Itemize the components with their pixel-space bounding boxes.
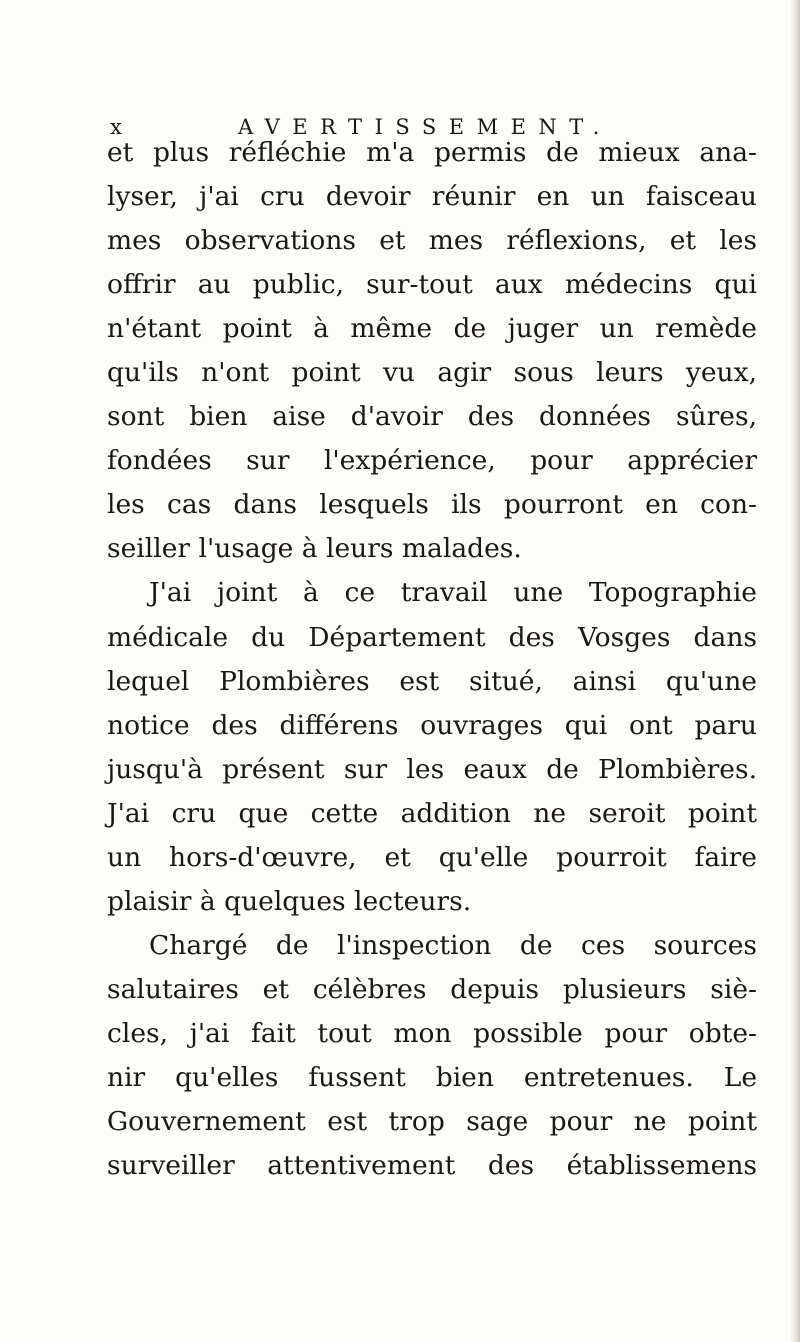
text-line: un hors-d'œuvre, et qu'elle pourroit faire <box>107 841 757 873</box>
text-line: nir qu'elles fussent bien entretenues. Le <box>107 1061 757 1093</box>
text-line: et plus réfléchie m'a permis de mieux ana- <box>107 137 757 168</box>
text-line: jusqu'à présent sur les eaux de Plombières. <box>107 753 757 785</box>
text-line: qu'ils n'ont point vu agir sous leurs yeux, <box>107 357 757 389</box>
text-line: J'ai cru que cette addition ne seroit point <box>107 797 757 829</box>
text-line: salutaires et célèbres depuis plusieurs siè- <box>107 973 757 1005</box>
text-line: lequel Plombières est situé, ainsi qu'une <box>107 665 757 697</box>
text-line: lyser, j'ai cru devoir réunir en un faisceau <box>107 181 757 213</box>
running-title: AVERTISSEMENT. <box>238 115 612 139</box>
page-number: x <box>110 115 122 139</box>
body-text <box>107 131 757 1188</box>
paragraph-start-line: Chargé de l'inspection de ces sources <box>149 929 757 961</box>
text-line: notice des différens ouvrages qui ont paru <box>107 709 757 741</box>
paragraph-start-line: J'ai joint à ce travail une Topographie <box>149 577 757 609</box>
text-line: Gouvernement est trop sage pour ne point <box>107 1106 757 1138</box>
text-line: surveiller attentivement des établissemens <box>107 1150 757 1182</box>
text-line: sont bien aise d'avoir des données sûres, <box>107 401 757 433</box>
text-line: cles, j'ai fait tout mon possible pour obte- <box>107 1017 757 1049</box>
page-edge-shadow <box>790 0 800 1342</box>
paragraph-end-line: seiller l'usage à leurs malades. <box>107 533 522 565</box>
text-line: fondées sur l'expérience, pour apprécier <box>107 445 757 477</box>
text-line: offrir au public, sur-tout aux médecins qui <box>107 269 757 301</box>
text-line: n'étant point à même de juger un remède <box>107 313 757 345</box>
text-line: mes observations et mes réflexions, et les <box>107 225 757 257</box>
paragraph-end-line: plaisir à quelques lecteurs. <box>107 885 472 917</box>
text-line: les cas dans lesquels ils pourront en con- <box>107 489 757 521</box>
text-line: médicale du Département des Vosges dans <box>107 621 757 653</box>
